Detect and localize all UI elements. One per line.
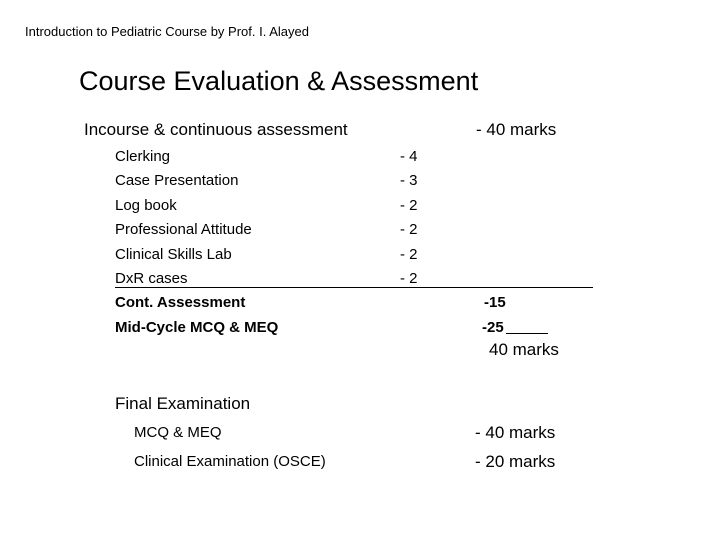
- mid-cycle-label: Mid-Cycle MCQ & MEQ: [115, 319, 279, 336]
- list-item-label: Log book: [115, 197, 177, 214]
- list-item-mark: - 3: [400, 172, 418, 189]
- incourse-subtotal: 40 marks: [489, 340, 559, 359]
- list-item-label: Professional Attitude: [115, 221, 252, 238]
- list-item-mark: - 2: [400, 197, 418, 214]
- incourse-heading: Incourse & continuous assessment: [84, 120, 348, 139]
- list-item-mark: - 2: [400, 270, 418, 287]
- divider-rule: [115, 287, 593, 288]
- list-item-label: Case Presentation: [115, 172, 239, 189]
- incourse-total: - 40 marks: [476, 120, 557, 139]
- list-item-label: Clerking: [115, 148, 171, 165]
- mid-cycle-mark: -25: [482, 319, 504, 336]
- final-heading: Final Examination: [115, 394, 251, 413]
- list-item-label: Clinical Skills Lab: [115, 246, 232, 263]
- cont-assessment-mark: -15: [484, 294, 506, 311]
- subtotal-underline: [506, 333, 548, 334]
- final-item-mark: - 40 marks: [475, 423, 556, 442]
- list-item-label: DxR cases: [115, 270, 188, 287]
- final-item-label: Clinical Examination (OSCE): [134, 453, 326, 470]
- list-item-mark: - 2: [400, 221, 418, 238]
- final-item-mark: - 20 marks: [475, 452, 556, 471]
- list-item-mark: - 4: [400, 148, 418, 165]
- list-item-mark: - 2: [400, 246, 418, 263]
- slide-title: Course Evaluation & Assessment: [79, 66, 479, 96]
- slide-header: Introduction to Pediatric Course by Prof. I. Alayed: [25, 24, 309, 39]
- final-item-label: MCQ & MEQ: [134, 424, 222, 441]
- cont-assessment-label: Cont. Assessment: [115, 294, 246, 311]
